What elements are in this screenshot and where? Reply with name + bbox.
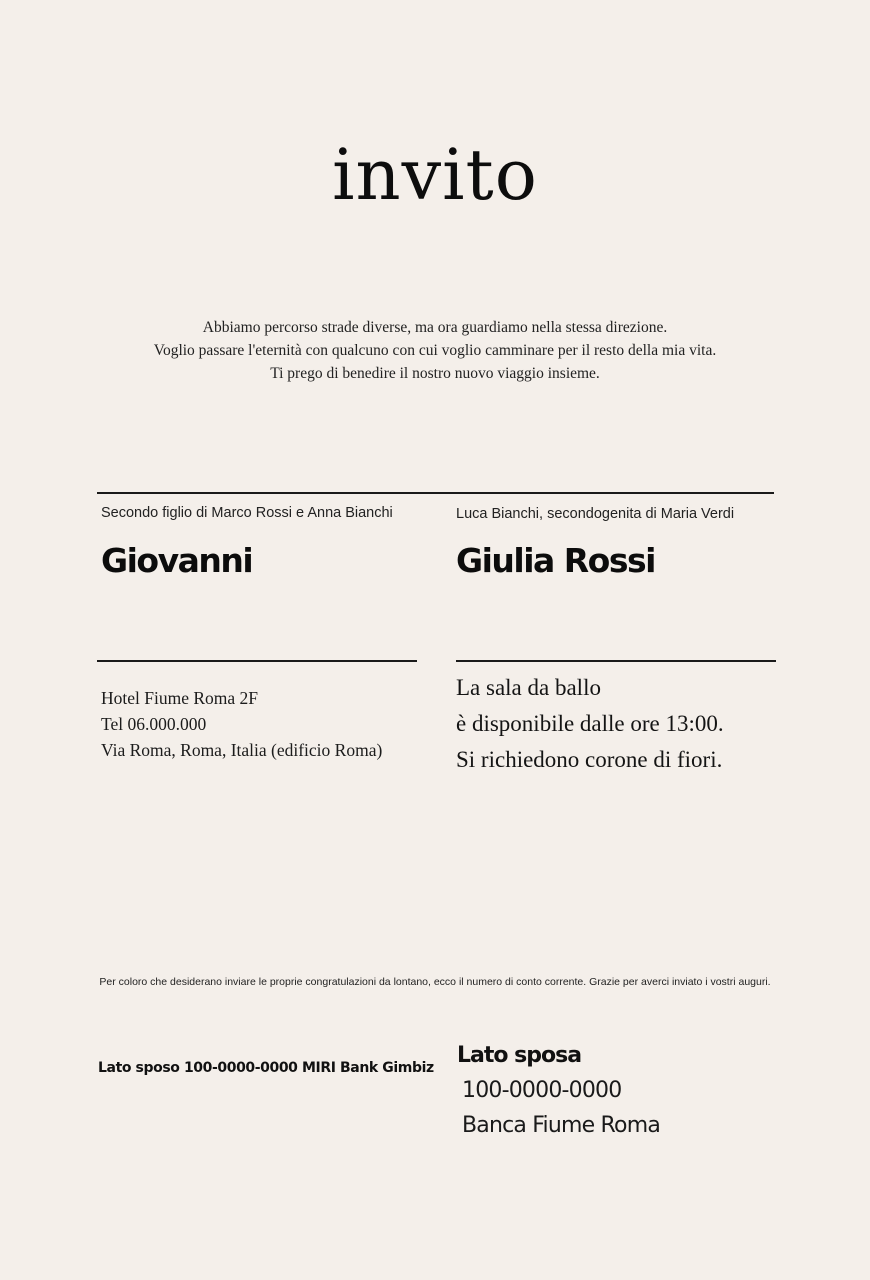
groom-account: Lato sposo 100-0000-0000 MIRI Bank Gimbiz [98,1060,434,1076]
account-note: Per coloro che desiderano inviare le proprie congratulazioni da lontano, ecco il numero di conto corrente. Grazie per averci inviato i vostri auguri. [99,976,771,988]
hall-line: La sala da ballo [456,675,601,700]
hall-line: Si richiedono corone di fiori. [456,747,723,772]
venue-line: Via Roma, Roma, Italia (edificio Roma) [101,740,383,760]
invitation-title: invito [332,134,538,216]
groom-parents: Secondo figlio di Marco Rossi e Anna Bianchi [101,505,393,521]
intro-line: Ti prego di benedire il nostro nuovo viaggio insieme. [270,365,600,382]
bride-parents: Luca Bianchi, secondogenita di Maria Verdi [456,506,735,522]
intro-message [100,316,770,385]
divider-top [97,492,774,494]
intro-line: Abbiamo percorso strade diverse, ma ora guardiamo nella stessa direzione. [202,319,668,336]
venue-details [101,685,382,763]
bride-name: Giulia Rossi [456,541,655,580]
bride-account-heading: Lato sposa [457,1043,582,1068]
bride-account-number: 100-0000-0000 [462,1078,622,1103]
hall-details [456,670,724,778]
intro-line: Voglio passare l'eternità con qualcuno con cui voglio camminare per il resto della mia vita. [153,342,717,359]
groom-name: Giovanni [101,541,253,580]
hall-line: è disponibile dalle ore 13:00. [456,711,724,736]
bride-account-bank: Banca Fiume Roma [462,1113,661,1138]
divider-left [97,660,417,662]
divider-right [456,660,776,662]
venue-line: Tel 06.000.000 [101,714,207,734]
venue-line: Hotel Fiume Roma 2F [101,688,259,708]
